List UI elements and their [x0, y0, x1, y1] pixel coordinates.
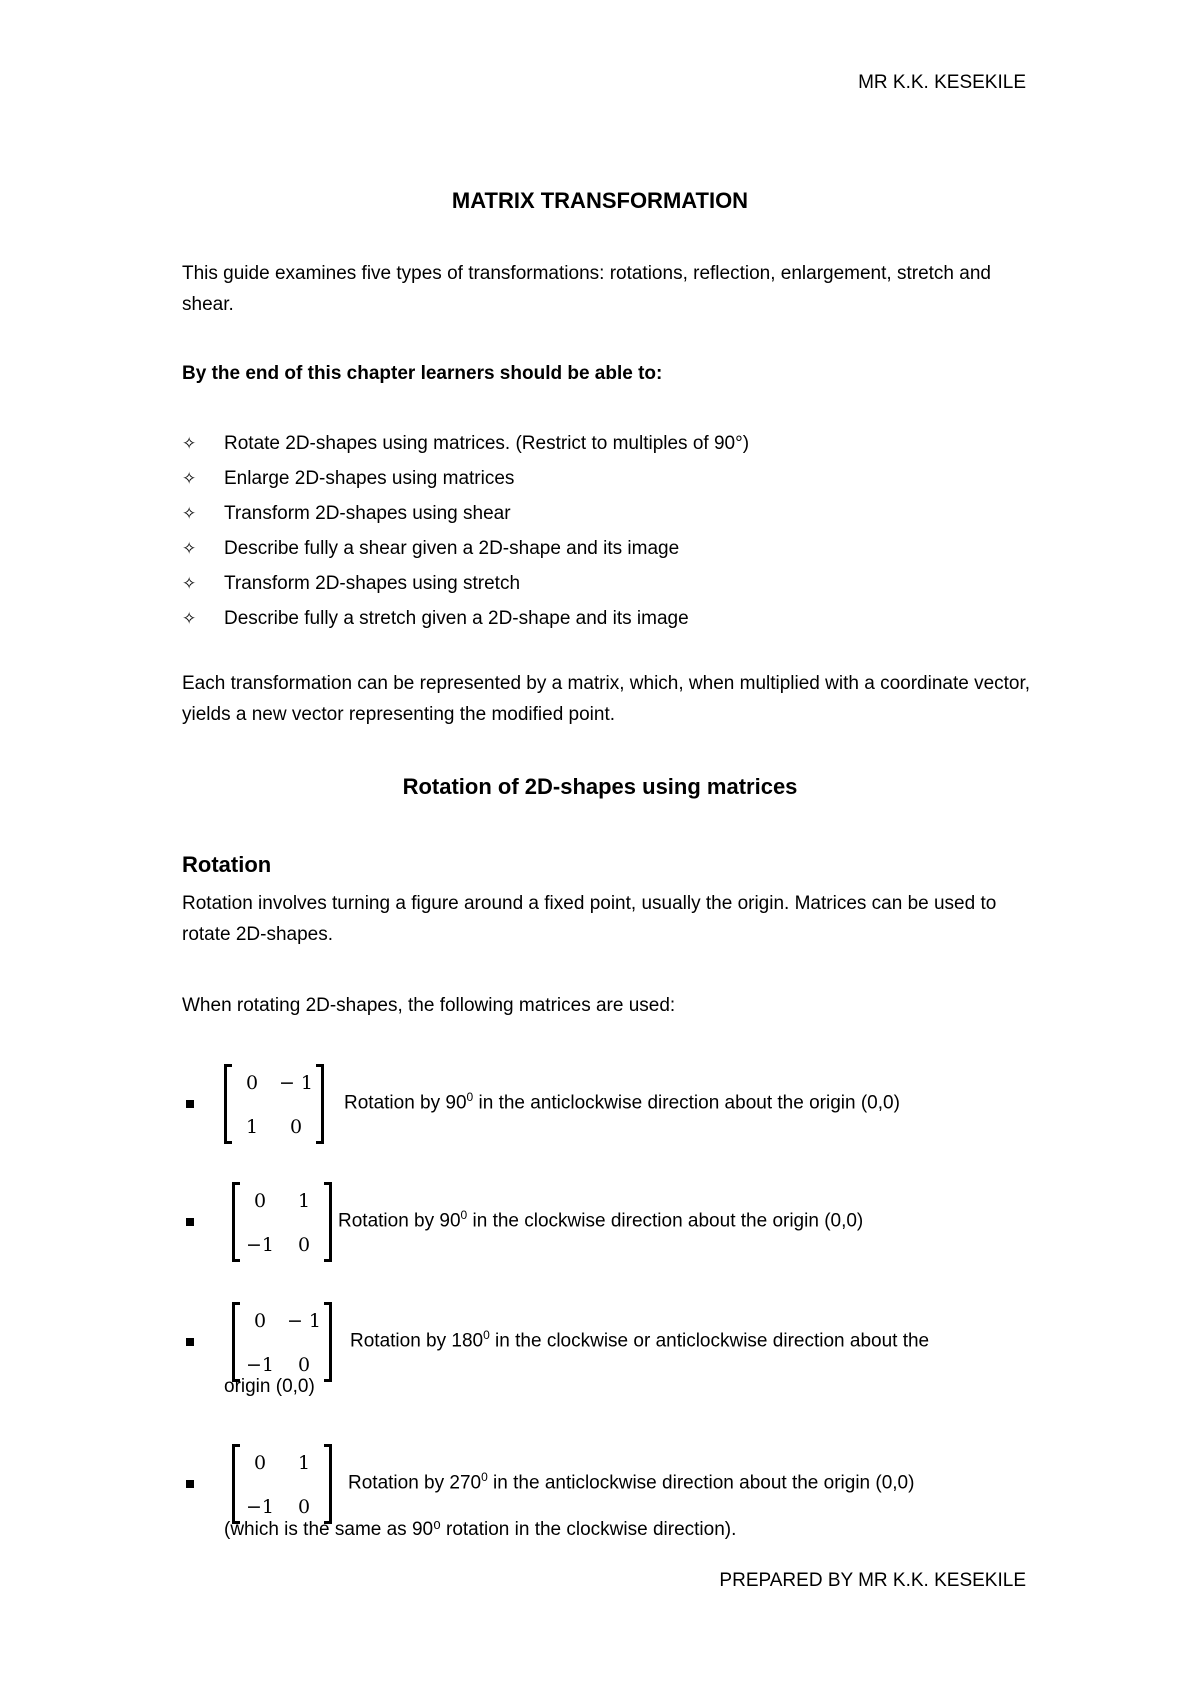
- objective-text: Transform 2D-shapes using shear: [224, 502, 511, 524]
- left-bracket: [232, 1182, 240, 1262]
- objectives-list: [182, 426, 749, 636]
- rotation-matrix-item: [182, 1434, 1042, 1554]
- matrix-cell: 0: [253, 1190, 267, 1212]
- matrix-cell: −1: [245, 1496, 274, 1518]
- representation-paragraph: Each transformation can be represented by a matrix, which, when multiplied with a coordinate vector, yields a new vector representing the modified point.: [182, 673, 1031, 725]
- matrix-description: Rotation by $180^0$ in the clockwise or anticlockwise direction about the: [350, 1328, 930, 1352]
- matrix-cell: 0: [297, 1234, 311, 1256]
- matrix: [232, 1302, 332, 1382]
- document-title: MATRIX TRANSFORMATION: [451, 188, 749, 213]
- list-item: [182, 496, 749, 531]
- list-item: [182, 426, 749, 461]
- objective-text: Enlarge 2D-shapes using matrices: [224, 467, 515, 489]
- matrix: [224, 1064, 324, 1144]
- matrix-cell: 0: [245, 1072, 259, 1094]
- left-bracket: [224, 1064, 232, 1144]
- star-bullet-icon: ✧: [182, 573, 197, 593]
- rotation-description: Rotation involves turning a figure around a fixed point, usually the origin. Matrices can be used to rotate 2D-shapes.: [182, 893, 997, 945]
- list-item: [182, 531, 749, 566]
- rotation-matrix-item: [182, 1172, 1042, 1262]
- star-bullet-icon: ✧: [182, 538, 197, 558]
- square-bullet-icon: [186, 1338, 194, 1346]
- right-bracket: [324, 1444, 332, 1524]
- objective-text: Transform 2D-shapes using stretch: [224, 572, 521, 594]
- rotation-matrix-item: [182, 1292, 1042, 1412]
- section-title: Rotation of 2D-shapes using matrices: [402, 774, 798, 799]
- objective-text: Describe fully a shear given a 2D-shape and its image: [224, 537, 680, 559]
- objectives-heading: By the end of this chapter learners should be able to:: [182, 363, 663, 384]
- matrix-cell: − 1: [278, 1072, 314, 1094]
- list-item: [182, 461, 749, 496]
- footer-prepared-by: PREPARED BY MR K.K. KESEKILE: [719, 1570, 1026, 1591]
- matrix-description: Rotation by $90^0$ in the clockwise direction about the origin (0,0): [338, 1208, 864, 1232]
- objective-text: Describe fully a stretch given a 2D-shape and its image: [224, 607, 689, 629]
- matrix-description: Rotation by $270^0$ in the anticlockwise direction about the origin (0,0): [348, 1470, 915, 1494]
- matrix-cell: 1: [297, 1452, 311, 1474]
- list-item: [182, 601, 749, 636]
- right-bracket: [316, 1064, 324, 1144]
- objective-text: Rotate 2D-shapes using matrices. (Restrict to multiples of 90°): [224, 432, 750, 454]
- list-item: [182, 566, 749, 601]
- matrix-description-continued: origin (0,0): [224, 1376, 315, 1397]
- matrix: [232, 1182, 332, 1262]
- matrix-cell: 0: [289, 1116, 303, 1138]
- matrix-cell: 0: [297, 1496, 311, 1518]
- star-bullet-icon: ✧: [182, 608, 197, 628]
- matrix-cell: 0: [253, 1310, 267, 1332]
- matrix: [232, 1444, 332, 1524]
- matrix-cell: −1: [245, 1354, 274, 1376]
- matrix-description: Rotation by $90^0$ in the anticlockwise direction about the origin (0,0): [344, 1090, 900, 1114]
- square-bullet-icon: [186, 1218, 194, 1226]
- left-bracket: [232, 1302, 240, 1382]
- matrix-cell: 0: [253, 1452, 267, 1474]
- star-bullet-icon: ✧: [182, 503, 197, 523]
- matrix-cell: −1: [245, 1234, 274, 1256]
- header-author: MR K.K. KESEKILE: [858, 72, 1026, 93]
- matrix-cell: 0: [297, 1354, 311, 1376]
- matrices-intro: When rotating 2D-shapes, the following matrices are used:: [182, 995, 676, 1016]
- matrix-cell: 1: [245, 1116, 259, 1138]
- matrix-cell: 1: [297, 1190, 311, 1212]
- left-bracket: [232, 1444, 240, 1524]
- intro-paragraph: This guide examines five types of transformations: rotations, reflection, enlargement, stretch and shear.: [182, 263, 991, 315]
- square-bullet-icon: [186, 1100, 194, 1108]
- right-bracket: [324, 1302, 332, 1382]
- matrix-description-continued: (which is the same as 90⁰ rotation in the clockwise direction).: [224, 1519, 737, 1540]
- star-bullet-icon: ✧: [182, 468, 197, 488]
- square-bullet-icon: [186, 1480, 194, 1488]
- right-bracket: [324, 1182, 332, 1262]
- rotation-heading: Rotation: [182, 852, 272, 877]
- rotation-matrix-item: [182, 1054, 1042, 1144]
- star-bullet-icon: ✧: [182, 433, 197, 453]
- matrix-cell: − 1: [286, 1310, 322, 1332]
